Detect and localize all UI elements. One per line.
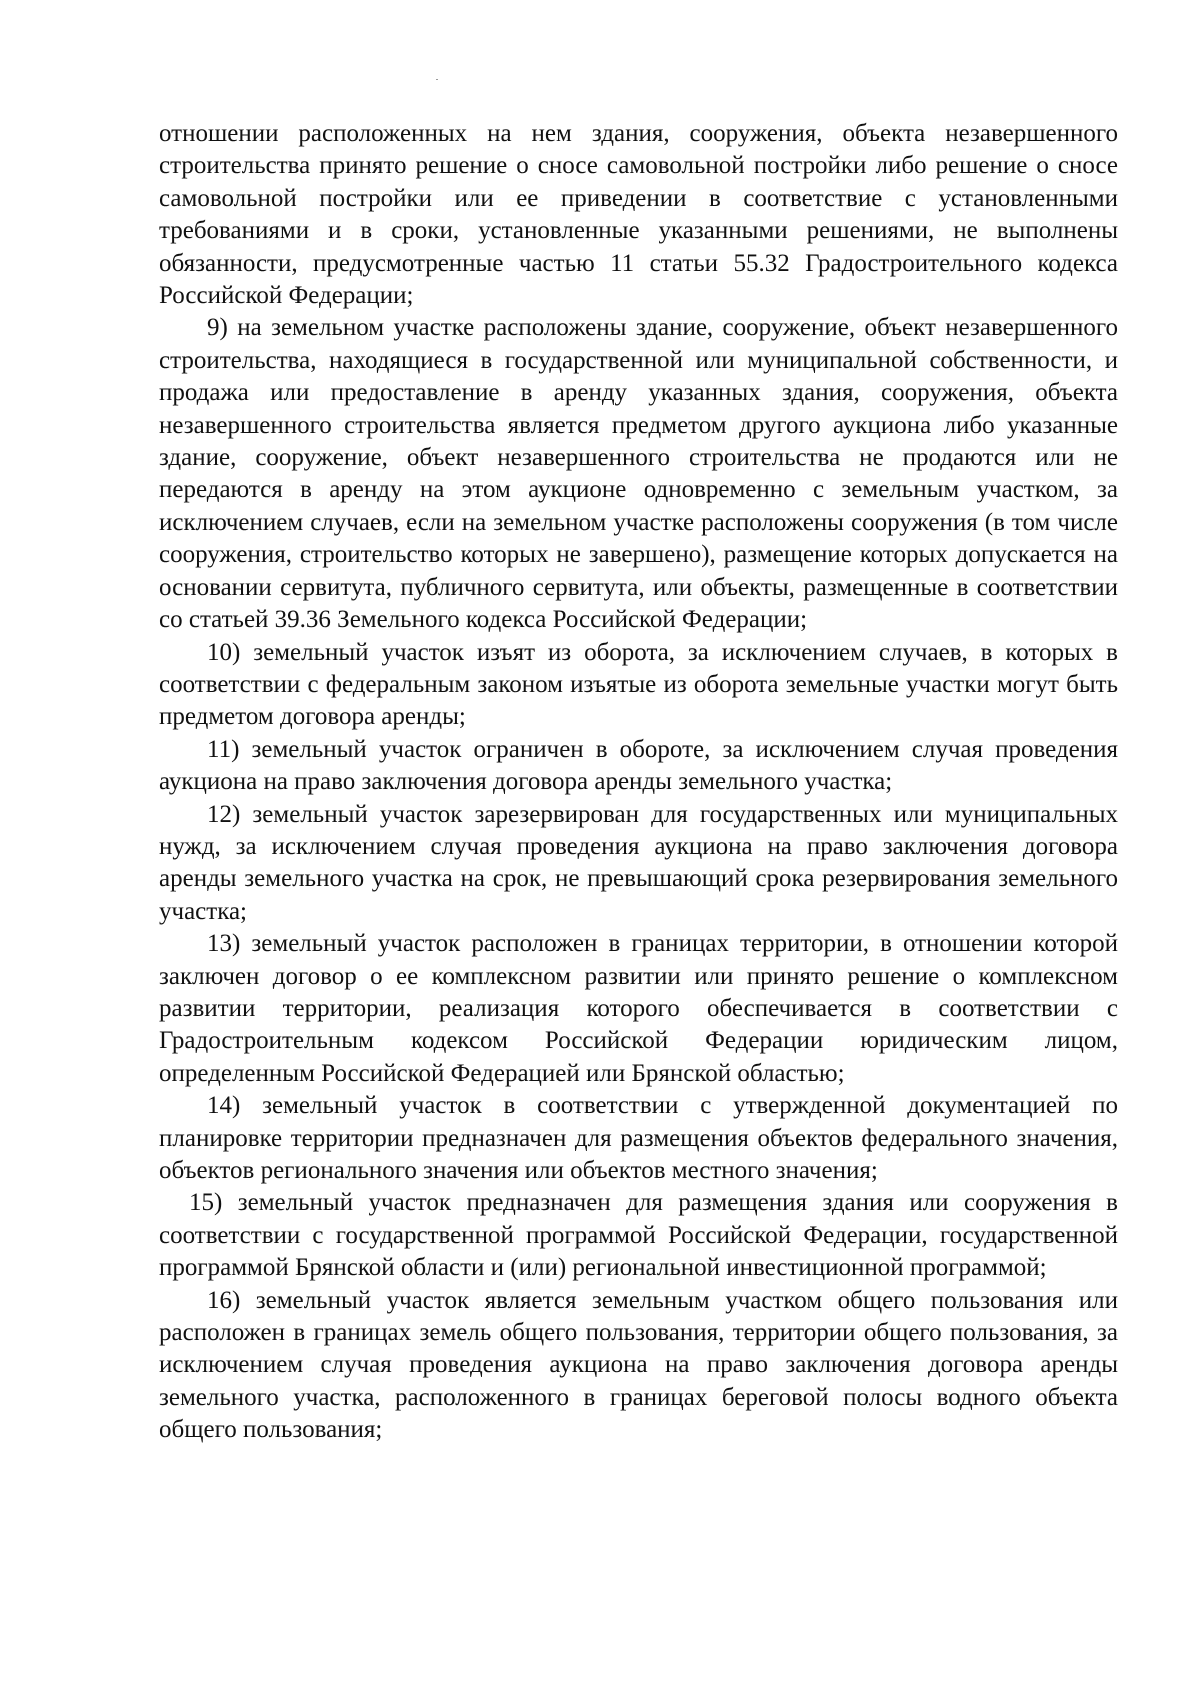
- paragraph-item-9: 9) на земельном участке расположены здание, сооружение, объект незавершенного строительства, находящиеся в государственной или муниципальной собственности, и продажа или предоставление в аренду указанных здания, сооружения, объекта незавершенного строительства является предметом другого аукциона либо указанные здание, сооружение, объект незавершенного строительства не продаются или не передаются в аренду на этом аукционе одновременно с земельным участком, за исключением случаев, если на земельном участке расположены сооружения (в том числе сооружения, строительство которых не завершено), размещение которых допускается на основании сервитута, публичного сервитута, или объекты, размещенные в соответствии со статьей 39.36 Земельного кодекса Российской Федерации;: [159, 314, 1118, 634]
- document-body: [159, 118, 1118, 1447]
- paragraph-item-12: 12) земельный участок зарезервирован для государственных или муниципальных нужд, за исключением случая проведения аукциона на право заключения договора аренды земельного участка на срок, не превышающий срока резервирования земельного участка;: [159, 800, 1118, 925]
- paragraph-item-16: 16) земельный участок является земельным участком общего пользования или расположен в границах земель общего пользования, территории общего пользования, за исключением случая проведения аукциона на право заключения договора аренды земельного участка, расположенного в границах береговой полосы водного объекта общего пользования;: [159, 1286, 1118, 1444]
- scan-speck: [436, 79, 438, 80]
- paragraph-continuation: отношении расположенных на нем здания, сооружения, объекта незавершенного строительства принято решение о сносе самовольной постройки либо решение о сносе самовольной постройки или ее приведении в соответствие с установленными требованиями и в сроки, установленные указанными решениями, не выполнены обязанности, предусмотренные частью 11 статьи 55.32 Градостроительного кодекса Российской Федерации;: [159, 120, 1118, 310]
- paragraph-item-13: 13) земельный участок расположен в границах территории, в отношении которой заключен договор о ее комплексном развитии или принято решение о комплексном развитии территории, реализация которого обеспечивается в соответствии с Градостроительным кодексом Российской Федерации юридическим лицом, определенным Российской Федерацией или Брянской областью;: [159, 930, 1118, 1087]
- paragraph-item-10: 10) земельный участок изъят из оборота, за исключением случаев, в которых в соответствии с федеральным законом изъятые из оборота земельные участки могут быть предметом договора аренды;: [159, 638, 1118, 731]
- paragraph-item-14: 14) земельный участок в соответствии с утвержденной документацией по планировке территории предназначен для размещения объектов федерального значения, объектов регионального значения или объектов местного значения;: [159, 1092, 1118, 1184]
- paragraph-item-11: 11) земельный участок ограничен в обороте, за исключением случая проведения аукциона на право заключения договора аренды земельного участка;: [159, 735, 1118, 796]
- paragraph-item-15: 15) земельный участок предназначен для размещения здания или сооружения в соответствии с государственной программой Российской Федерации, государственной программой Брянской области и (или) региональной инвестиционной программой;: [159, 1189, 1118, 1282]
